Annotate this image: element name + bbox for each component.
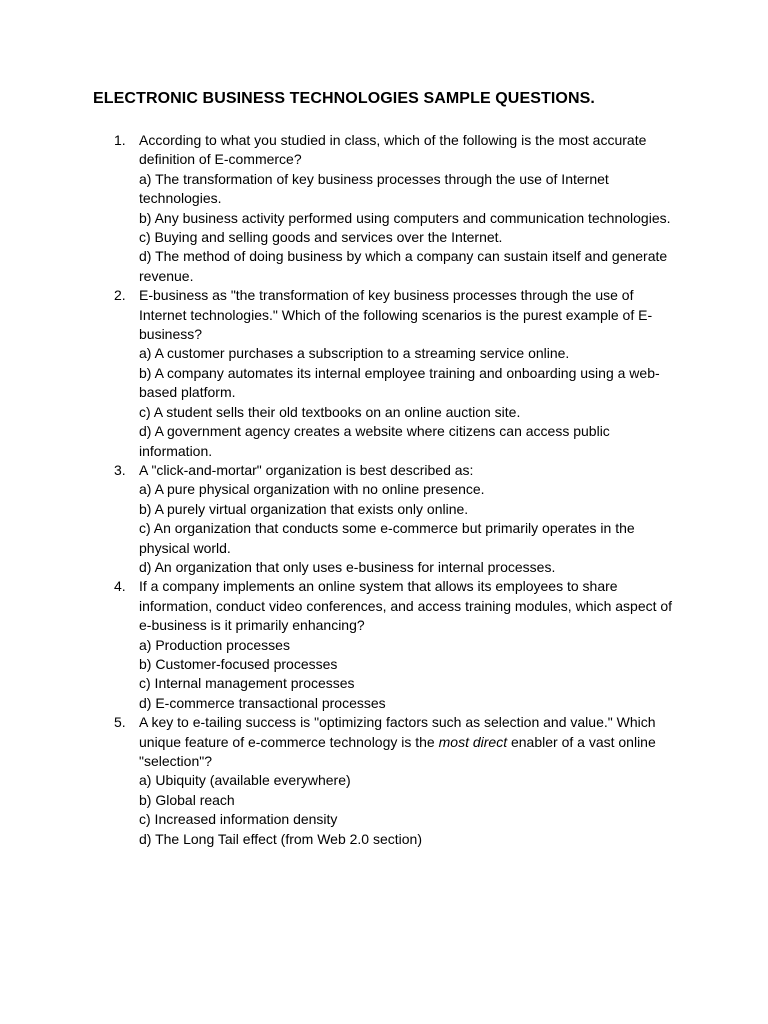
document-title: ELECTRONIC BUSINESS TECHNOLOGIES SAMPLE QUESTIONS. — [93, 90, 595, 107]
answer-option-b: b) Global reach — [139, 791, 235, 808]
answer-option-d: d) A government agency creates a website where citizens can access public information. — [139, 423, 610, 459]
question-text-end: enabler of a vast online "selection"? — [139, 733, 656, 769]
answer-option-b: b) A company automates its internal employee training and onboarding using a web-based platform. — [139, 364, 660, 401]
answer-option-c: c) Internal management processes — [139, 675, 355, 692]
answer-option-c: c) Increased information density — [139, 811, 338, 828]
question-1 — [0, 131, 768, 286]
question-4 — [0, 577, 768, 713]
question-number: 5. — [114, 714, 126, 731]
answer-option-a: a) Ubiquity (available everywhere) — [139, 772, 351, 789]
answer-option-c: c) A student sells their old textbooks on an online auction site. — [139, 403, 521, 420]
question-text: E-business as "the transformation of key business processes through the use of Internet technologies." Which of the following scenarios is the purest example of E-business? — [139, 287, 653, 343]
question-number: 3. — [114, 461, 126, 478]
question-text: If a company implements an online system that allows its employees to share information, conduct video conferences, and access training modules, which aspect of e-business is it primarily enhancing? — [139, 578, 673, 634]
answer-option-a: a) Production processes — [139, 636, 290, 653]
answer-option-a: a) A pure physical organization with no online presence. — [139, 481, 485, 498]
question-text — [139, 713, 675, 771]
question-body — [139, 131, 675, 286]
answer-option-d: d) E-commerce transactional processes — [139, 694, 386, 711]
answer-option-b: b) Customer-focused processes — [139, 655, 338, 672]
answer-option-b: b) A purely virtual organization that exists only online. — [139, 500, 469, 517]
question-body — [139, 713, 675, 849]
question-2 — [0, 286, 768, 461]
answer-option-c: c) An organization that conducts some e-commerce but primarily operates in the physical world. — [139, 520, 635, 556]
question-number: 4. — [114, 578, 126, 595]
answer-option-d: d) The method of doing business by which a company can sustain itself and generate revenue. — [139, 248, 668, 284]
answer-option-d: d) An organization that only uses e-business for internal processes. — [139, 558, 556, 575]
question-number: 2. — [114, 287, 126, 304]
question-text-start: A key to e-tailing success is "optimizing factors such as selection and value." Which unique feature of e-commerce technology is the — [139, 714, 656, 750]
question-text: According to what you studied in class, which of the following is the most accurate definition of E-commerce? — [139, 132, 647, 168]
answer-option-a: a) A customer purchases a subscription to a streaming service online. — [139, 345, 570, 362]
answer-option-d: d) The Long Tail effect (from Web 2.0 section) — [139, 830, 423, 847]
answer-option-b: b) Any business activity performed using computers and communication technologies. — [139, 209, 671, 226]
question-body — [139, 461, 675, 577]
question-list — [0, 131, 768, 849]
question-text: A "click-and-mortar" organization is best described as: — [139, 461, 474, 478]
question-3 — [0, 461, 768, 577]
question-text-emphasis: most direct — [438, 733, 508, 750]
question-number: 1. — [114, 132, 126, 148]
answer-option-a: a) The transformation of key business processes through the use of Internet technologies. — [139, 170, 609, 207]
answer-option-c: c) Buying and selling goods and services over the Internet. — [139, 229, 503, 246]
question-5 — [0, 713, 768, 849]
question-body — [139, 286, 675, 461]
question-body — [139, 577, 675, 713]
